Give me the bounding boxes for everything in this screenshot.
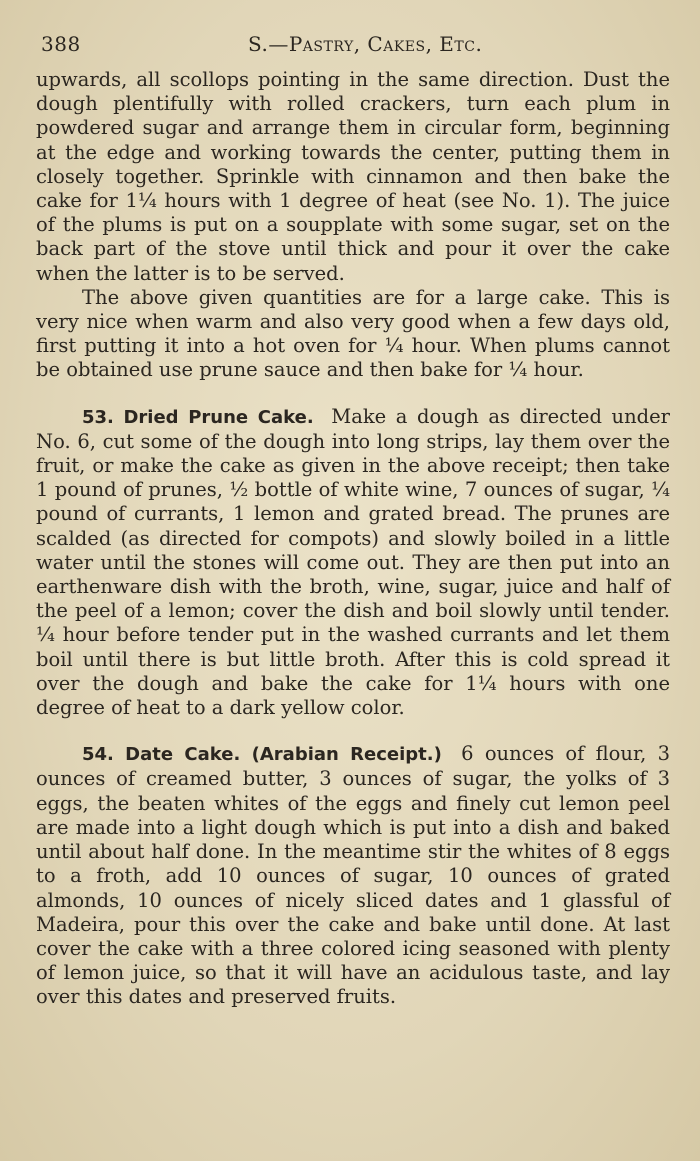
page-number: 388 [41,32,81,56]
recipe-body: 6 ounces of flour, 3 ounces of creamed butter, 3 ounces of sugar, the yolks of 3 eggs, the beaten whites of the eggs and finely cut lemon peel are made into a light dough which is put into a dish and baked until about half done. In the meantime stir the whites of 8 eggs to a froth, add 10 ounces of sugar, 10 ounces of grated almonds, 10 ounces of nicely sliced dates and 1 glassful of Madeira, pour this over the cake and bake until done. At last cover the cake with a three colored icing seasoned with plenty of lemon juice, so that it will have an acidulous taste, and lay over this dates and preserved fruits. [36,742,671,1009]
recipe-number: 53. [82,406,114,428]
recipe-54 [36,742,670,1009]
quantities-note-paragraph: The above given quantities are for a large cake. This is very nice when warm and also very good when a few days old, first putting it into a hot oven for ¼ hour. When plums cannot be obtained use prune sauce and then bake for ¼ hour. [36,285,670,382]
page-header [36,28,670,68]
recipe-title: Dried Prune Cake. [123,406,314,428]
recipe-53 [36,405,670,721]
recipe-title: Date Cake. (Arabian Receipt.) [125,744,442,766]
running-title: S.—Pastry, Cakes, Etc. [248,32,483,56]
recipe-number: 54. [82,744,114,766]
continuation-paragraph: upwards, all scollops pointing in the same direction. Dust the dough plentifully with rolled crackers, turn each plum in powdered sugar and arrange them in circular form, beginning at the edge and working towards the center, putting them in closely together. Sprinkle with cinnamon and then bake the cake for 1¼ hours with 1 degree of heat (see No. 1). The juice of the plums is put on a soupplate with some sugar, set on the back part of the stove until thick and pour it over the cake when the latter is to be served. [36,68,670,285]
recipe-body: Make a dough as directed under No. 6, cut some of the dough into long strips, lay them over the fruit, or make the cake as given in the above receipt; then take 1 pound of prunes, ½ bottle of white wine, 7 ounces of sugar, ¼ pound of currants, 1 lemon and grated bread. The prunes are scalded (as directed for compots) and slowly boiled in a little water until the stones will come out. They are then put into an earthenware dish with the broth, wine, sugar, juice and half of the peel of a lemon; cover the dish and boil slowly until tender. ¼ hour before tender put in the washed currants and let them boil until there is but little broth. After this is cold spread it over the dough and bake the cake for 1¼ hours with one degree of heat to a dark yellow color. [36,404,670,720]
